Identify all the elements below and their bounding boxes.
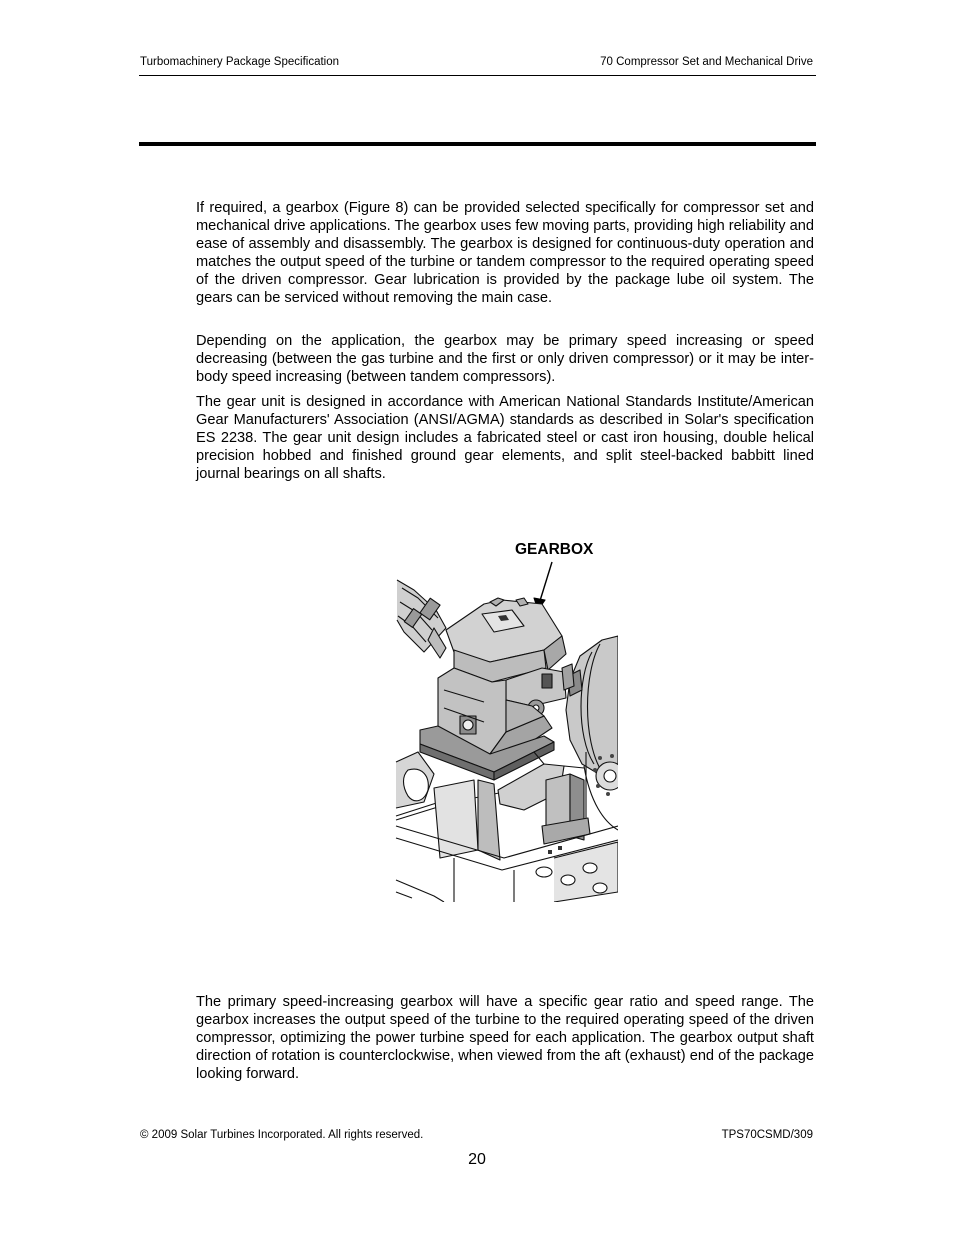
footer-copyright: © 2009 Solar Turbines Incorporated. All rights reserved. — [140, 1129, 424, 1141]
header-title-left: Turbomachinery Package Specification — [140, 56, 340, 68]
header-rule — [139, 75, 816, 76]
paragraph-gearbox-intro: If required, a gearbox (Figure 8) can be provided selected specifically for compressor set and mechanical drive applications. The gearbox uses few moving parts, providing high reliability and ease of assembly and disassembly. The gearbox is designed for continuous-duty operation and matches the output speed of the turbine or tandem compressor to the required operating speed of the driven compressor. Gear lubrication is provided by the package lube oil system. The gears can be serviced without removing the main case. — [196, 200, 814, 306]
gearbox-callout-label: GEARBOX — [515, 541, 594, 558]
footer-document-id: TPS70CSMD/309 — [721, 1129, 813, 1141]
paragraph-gear-unit-design: The gear unit is designed in accordance with American National Standards Institute/American Gear Manufacturers' Association (ANSI/AGMA) standards as described in Solar's specification ES 2238. The gear unit design includes a fabricated steel or cast iron housing, double helical precision hobbed and finished ground gear elements, and split steel-backed babbitt lined journal bearings on all shafts. — [196, 394, 814, 482]
header-title-right: 70 Compressor Set and Mechanical Drive — [600, 56, 813, 68]
gearbox-illustration — [394, 540, 618, 902]
section-rule — [139, 142, 816, 146]
paragraph-gearbox-application: Depending on the application, the gearbox may be primary speed increasing or speed decreasing (between the gas turbine and the first or only driven compressor) or it may be inter-body speed increasing (between tandem compressors). — [196, 333, 814, 385]
paragraph-speed-increasing-gearbox: The primary speed-increasing gearbox will have a specific gear ratio and speed range. The gearbox increases the output speed of the turbine to the required operating speed of the driven compressor, optimizing the power turbine speed for each application. The gearbox output shaft direction of rotation is counterclockwise, when viewed from the aft (exhaust) end of the package looking forward. — [196, 994, 814, 1082]
page-number: 20 — [468, 1151, 486, 1168]
